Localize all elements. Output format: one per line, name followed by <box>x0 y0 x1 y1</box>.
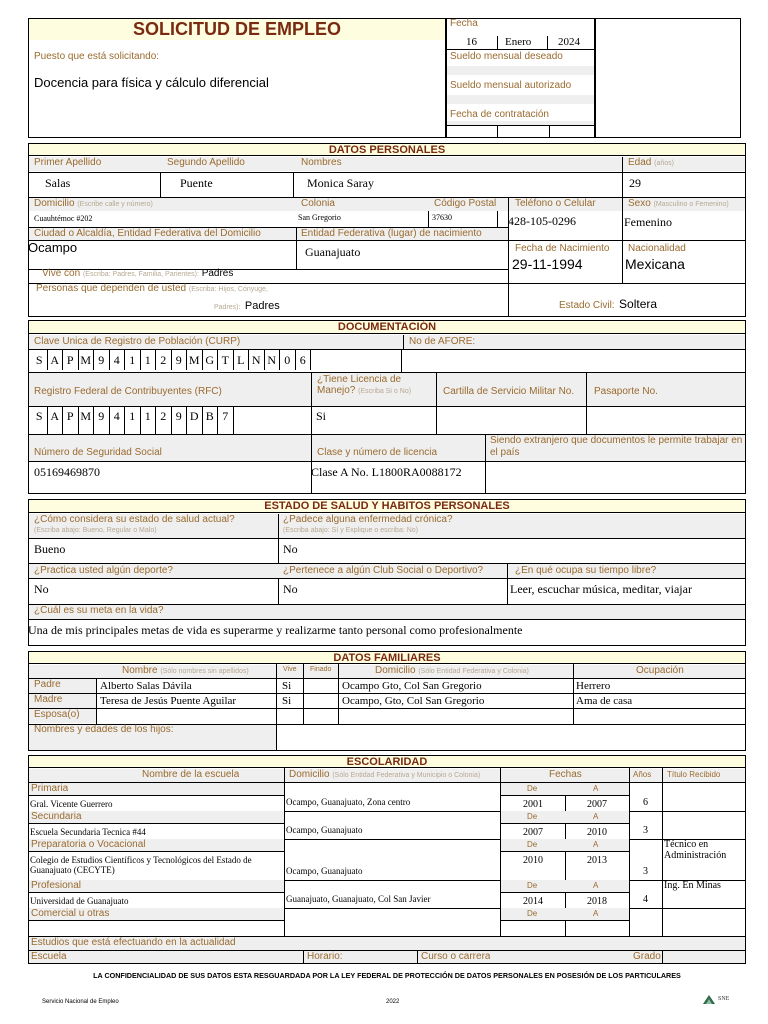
curp-char[interactable]: S <box>32 350 48 370</box>
rfc-char[interactable]: 9 <box>172 406 188 434</box>
sch-fechas-label: Fechas <box>549 769 582 780</box>
primer-apellido-label: Primer Apellido <box>34 157 102 168</box>
estado-civil: Estado Civil: Soltera <box>559 297 658 311</box>
sch-escuela-value[interactable]: Escuela Secundaria Tecnica #44 <box>30 827 146 837</box>
sch-de-label: De <box>527 812 538 821</box>
sch-level-label: Primaria <box>31 783 69 794</box>
pasaporte-label: Pasaporte No. <box>594 386 658 397</box>
cp-value[interactable]: 37630 <box>432 213 452 222</box>
entidad-nac-value[interactable]: Guanajuato <box>305 245 361 259</box>
sch-escuela-value[interactable]: Gral. Vicente Guerrero <box>30 799 113 809</box>
sch-a-label: A <box>593 784 599 793</box>
sch-a-value[interactable]: 2007 <box>587 799 607 810</box>
sch-a-label: A <box>593 840 599 849</box>
edad-value[interactable]: 29 <box>629 176 641 190</box>
sch-domicilio-value[interactable]: Guanajuato, Guanajuato, Col San Javier <box>286 894 431 904</box>
a3-value[interactable]: No <box>34 582 49 596</box>
clase-label: Clase y número de licencia <box>317 447 438 458</box>
a5-value[interactable]: Leer, escuchar música, meditar, viajar <box>510 582 692 596</box>
sch-anos-value[interactable]: 3 <box>643 866 648 877</box>
sch-escuela-value[interactable]: Colegio de Estudios Científicos y Tecnológicos del Estado de Guanajuato (CECYTE) <box>30 855 252 875</box>
docs-section-title: DOCUMENTACIÓN <box>28 320 746 334</box>
curp-char[interactable]: 6 <box>296 350 312 370</box>
puesto-label: Puesto que está solicitando: <box>34 51 160 62</box>
fam-nombre-label: Nombre (Sólo nombres sin apellidos) <box>122 665 249 676</box>
fam-rel-label: Esposa(o) <box>34 709 80 720</box>
curp-char[interactable]: M <box>187 350 203 370</box>
curp-char[interactable]: T <box>218 350 234 370</box>
footer-left: Servicio Nacional de Empleo <box>42 999 119 1005</box>
fecha-day[interactable]: 16 <box>466 36 477 48</box>
rfc-char[interactable]: M <box>79 406 95 434</box>
sne-logo: SNE <box>702 993 729 1005</box>
fam-rel-label: Padre <box>34 679 61 690</box>
rfc-boxes[interactable] <box>32 406 234 434</box>
fam-vive-value[interactable]: Si <box>282 695 292 707</box>
q5-label: ¿En qué ocupa su tiempo libre? <box>515 565 657 576</box>
fam-rel-label: Madre <box>34 694 63 705</box>
nombres-value[interactable]: Monica Saray <box>307 176 374 190</box>
curp-char[interactable]: P <box>63 350 79 370</box>
licencia-value[interactable]: Si <box>316 409 327 423</box>
sch-de-label: De <box>527 881 538 890</box>
rfc-char[interactable]: 4 <box>110 406 126 434</box>
q4-label: ¿Pertenece a algún Club Social o Deportivo? <box>283 565 484 576</box>
telefono-value[interactable]: 428-105-0296 <box>508 214 576 228</box>
sch-escuela-value[interactable]: Universidad de Guanajuato <box>30 896 129 906</box>
dependen-value: Padres): Padres <box>214 300 280 312</box>
dependen-label: Personas que dependen de usted (Escriba: Hijos, Cónyuge, <box>36 283 268 294</box>
nombres-label: Nombres <box>301 157 342 168</box>
nss-label: Número de Seguridad Social <box>34 447 162 458</box>
a6-value[interactable]: Una de mis principales metas de vida es superarme y realizarme tanto personal como profesionalmente <box>28 623 523 637</box>
domicilio-value[interactable]: Cuauhtémoc #202 <box>34 214 93 223</box>
sch-level-label: Secundaria <box>31 811 82 822</box>
rfc-char[interactable]: B <box>203 406 219 434</box>
sch-anos-label: Años <box>633 770 652 779</box>
cp-label: Código Postal <box>434 198 497 209</box>
colonia-value[interactable]: San Gregorio <box>298 213 341 222</box>
curp-char[interactable]: N <box>249 350 265 370</box>
curp-boxes[interactable] <box>32 350 311 372</box>
ciudad-value[interactable]: Ocampo <box>28 240 78 255</box>
sch-de-value[interactable]: 2001 <box>523 799 543 810</box>
q6-label: ¿Cuál es su meta en la vida? <box>34 605 164 616</box>
sueldo-deseado-label: Sueldo mensual deseado <box>450 51 563 62</box>
fam-ocupacion-value[interactable]: Ama de casa <box>576 695 633 707</box>
rfc-char[interactable]: D <box>187 406 203 434</box>
actual-label: Estudios que está efectuando en la actualidad <box>31 937 236 948</box>
sch-de-value[interactable]: 2014 <box>523 896 543 907</box>
fecha-contratacion-label: Fecha de contratación <box>450 109 549 120</box>
sch-titulo-value[interactable]: Ing. En Minas <box>664 880 721 891</box>
actual-escuela-label: Escuela <box>31 951 67 962</box>
curp-char[interactable]: 0 <box>280 350 296 370</box>
rfc-label: Registro Federal de Contribuyentes (RFC) <box>34 386 222 397</box>
nacionalidad-value[interactable]: Mexicana <box>625 256 685 272</box>
q2-hint: (Escriba abajo: Sí y Explique o escriba: No) <box>283 527 419 534</box>
q1-label: ¿Cómo considera su estado de salud actual? <box>34 514 235 525</box>
entidad-nac-label: Entidad Federativa (lugar) de nacimiento <box>301 228 482 239</box>
curp-char[interactable]: 1 <box>141 350 157 370</box>
hijos-label: Nombres y edades de los hijos: <box>34 724 174 735</box>
form-title: SOLICITUD DE EMPLEO <box>132 19 341 39</box>
sch-de-label: De <box>527 784 538 793</box>
sch-de-value[interactable]: 2007 <box>523 827 543 838</box>
curp-char[interactable]: 4 <box>110 350 126 370</box>
sch-domicilio-value[interactable]: Ocampo, Guanajuato <box>286 866 363 876</box>
extranjero-label: Siendo extranjero que documentos le permite trabajar en el país <box>490 435 743 458</box>
curp-char[interactable]: N <box>265 350 281 370</box>
sch-a-value[interactable]: 2018 <box>587 896 607 907</box>
fam-nombre-value[interactable]: Alberto Salas Dávila <box>100 680 192 692</box>
nss-value[interactable]: 05169469870 <box>34 465 100 479</box>
domicilio-label: Domicilio (Escribe calle y número) <box>34 198 153 209</box>
fecha-month[interactable]: Enero <box>505 36 532 48</box>
curp-char[interactable]: G <box>203 350 219 370</box>
sch-escuela-label: Nombre de la escuela <box>142 769 240 780</box>
sch-domicilio-value[interactable]: Ocampo, Guanajuato, Zona centro <box>286 797 411 807</box>
sch-de-label: De <box>527 909 538 918</box>
actual-curso-label: Curso o carrera <box>421 951 491 962</box>
rfc-char[interactable]: 7 <box>218 406 234 434</box>
sch-a-value[interactable]: 2013 <box>587 855 607 866</box>
sueldo-autorizado-label: Sueldo mensual autorizado <box>450 80 572 91</box>
sch-titulo-label: Título Recibido <box>667 770 721 779</box>
sch-titulo-value[interactable]: Técnico en Administración <box>664 839 727 861</box>
primer-apellido-value[interactable]: Salas <box>45 176 71 190</box>
curp-char[interactable]: 9 <box>172 350 188 370</box>
ciudad-label: Ciudad o Alcaldía, Entidad Federativa del Domicilio <box>34 228 261 239</box>
sch-level-label: Preparatoria o Vocacional <box>31 839 146 850</box>
fecha-nac-label: Fecha de Nacimiento <box>515 243 610 254</box>
curp-char[interactable]: M <box>79 350 95 370</box>
personal-section-title: DATOS PERSONALES <box>28 143 746 156</box>
a1-value[interactable]: Bueno <box>34 542 66 556</box>
curp-char[interactable]: L <box>234 350 250 370</box>
sch-anos-value[interactable]: 6 <box>643 797 648 808</box>
rfc-char[interactable]: 9 <box>94 406 110 434</box>
sch-domicilio-value[interactable]: Ocampo, Guanajuato <box>286 825 363 835</box>
fam-nombre-value[interactable]: Teresa de Jesús Puente Aguilar <box>100 695 237 707</box>
fecha-year[interactable]: 2024 <box>558 36 580 48</box>
clase-value[interactable]: Clase A No. L1800RA0088172 <box>311 465 462 479</box>
q2-label: ¿Padece alguna enfermedad crónica? <box>283 514 453 525</box>
fam-finado-label: Finado <box>310 666 332 673</box>
fam-ocupacion-value[interactable]: Herrero <box>576 680 611 692</box>
footer-year: 2022 <box>386 999 400 1005</box>
fam-vive-label: Vive <box>283 666 297 673</box>
actual-grado-label: Grado <box>633 951 661 962</box>
puesto-value[interactable]: Docencia para física y cálculo diferencial <box>34 75 269 90</box>
sexo-label: Sexo (Masculino o Femenino) <box>628 198 729 209</box>
sch-de-value[interactable]: 2010 <box>523 855 543 866</box>
health-section-title: ESTADO DE SALUD Y HABITOS PERSONALES <box>28 499 746 513</box>
afore-label: No de AFORE: <box>409 336 476 347</box>
curp-char[interactable]: 2 <box>156 350 172 370</box>
rfc-char[interactable]: 2 <box>156 406 172 434</box>
rfc-char[interactable]: A <box>48 406 64 434</box>
a2-value[interactable]: No <box>283 542 298 556</box>
fam-ocupacion-label: Ocupación <box>636 665 684 676</box>
sch-de-label: De <box>527 840 538 849</box>
sch-a-value[interactable]: 2010 <box>587 827 607 838</box>
sch-a-label: A <box>593 909 599 918</box>
nacionalidad-label: Nacionalidad <box>628 243 686 254</box>
cartilla-label: Cartilla de Servicio Militar No. <box>443 386 575 397</box>
sch-level-label: Comercial u otras <box>31 908 110 919</box>
fam-vive-value[interactable]: Si <box>282 680 292 692</box>
licencia-label: ¿Tiene Licencia de Manejo? (Escriba Si o No) <box>317 374 412 396</box>
sne-logo-icon <box>702 993 716 1005</box>
curp-char[interactable]: 1 <box>125 350 141 370</box>
rfc-char[interactable]: P <box>63 406 79 434</box>
rfc-char[interactable]: 1 <box>141 406 157 434</box>
rfc-char[interactable]: S <box>32 406 48 434</box>
segundo-apellido-value[interactable]: Puente <box>180 176 213 190</box>
curp-label: Clave Unica de Registro de Población (CURP) <box>34 336 241 347</box>
edad-label: Edad (años) <box>628 157 674 168</box>
q1-hint: (Escriba abajo: Bueno, Regular o Malo) <box>34 527 157 534</box>
q3-label: ¿Practica usted algún deporte? <box>34 565 173 576</box>
curp-char[interactable]: A <box>48 350 64 370</box>
curp-char[interactable]: 9 <box>94 350 110 370</box>
colonia-label: Colonia <box>301 198 335 209</box>
actual-horario-label: Horario: <box>307 951 343 962</box>
sch-domicilio-label: Domicilio (Sólo Entidad Federativa y Municipio o Colonia) <box>289 769 481 780</box>
rfc-char[interactable]: 1 <box>125 406 141 434</box>
fam-domicilio-value[interactable]: Ocampo Gto, Col San Gregorio <box>342 680 482 692</box>
telefono-label: Teléfono o Celular <box>515 198 596 209</box>
fecha-label: Fecha <box>450 18 478 29</box>
sch-level-label: Profesional <box>31 880 82 891</box>
family-section-title: DATOS FAMILIARES <box>28 651 746 664</box>
a4-value[interactable]: No <box>283 582 298 596</box>
sch-a-label: A <box>593 881 599 890</box>
confidentiality-notice: LA CONFIDENCIALIDAD DE SUS DATOS ESTA RESGUARDADA POR LA LEY FEDERAL DE PROTECCIÓN DE DATOS PERSONALES EN POSESIÓN DE LOS PARTICULARES <box>93 971 681 980</box>
vive-con: Vive con (Escriba: Padres, Familia, Parientes): Padres <box>42 268 234 279</box>
fam-domicilio-label: Domicilio (Sólo Entidad Federativa y Colonia) <box>375 665 529 676</box>
fam-domicilio-value[interactable]: Ocampo, Gto, Col San Gregorio <box>342 695 485 707</box>
fecha-nac-value[interactable]: 29-11-1994 <box>512 256 583 272</box>
sch-anos-value[interactable]: 3 <box>643 825 648 836</box>
school-section-title: ESCOLARIDAD <box>28 755 746 768</box>
sexo-value[interactable]: Femenino <box>624 215 672 229</box>
sch-anos-value[interactable]: 4 <box>643 894 648 905</box>
segundo-apellido-label: Segundo Apellido <box>167 157 245 168</box>
sch-a-label: A <box>593 812 599 821</box>
